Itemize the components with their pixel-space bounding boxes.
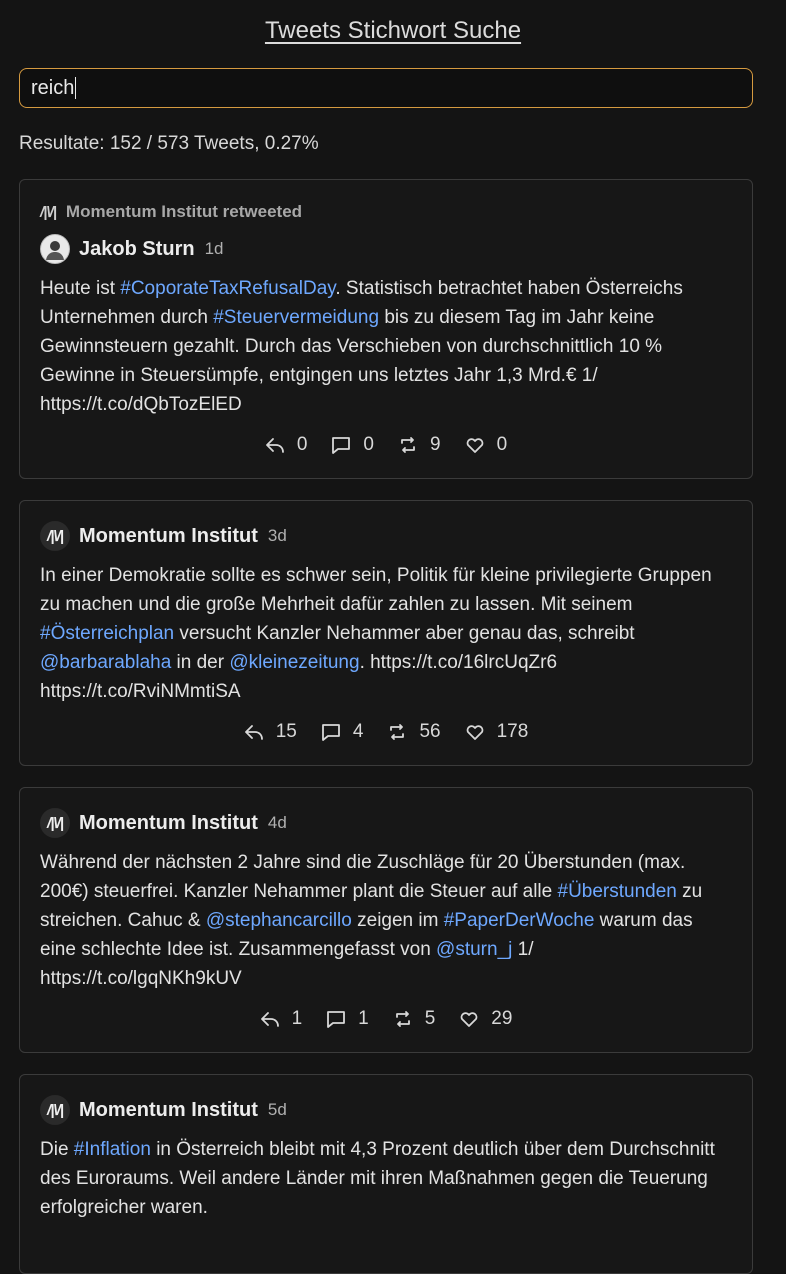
tweet-text: zeigen im [351, 910, 444, 931]
tweet-author [40, 521, 287, 551]
retweet-count: 56 [419, 721, 441, 742]
retweet-stat[interactable] [398, 434, 441, 456]
reply-stat[interactable] [244, 721, 297, 743]
tweet-text: . Statistisch betrachtet haben Österreichs Unternehmen durch [40, 278, 683, 328]
reply-count: 1 [291, 1008, 303, 1029]
heart-icon [465, 436, 485, 454]
reply-arrow-icon [244, 723, 264, 741]
tweet-card[interactable] [19, 500, 753, 766]
tweet-text: Während der nächsten 2 Jahre sind die Zuschläge für 20 Überstunden (max. 200€) steuerfrei. Kanzler Nehammer plant die Steuer auf alle [40, 852, 686, 902]
tweet-age: 1d [204, 239, 224, 258]
like-count: 29 [491, 1008, 513, 1029]
tweet-body [40, 274, 728, 419]
reply-arrow-icon [265, 436, 285, 454]
tweet-text: 1/ https://t.co/lgqNKh9kUV [40, 939, 534, 989]
tweet-card[interactable] [19, 1074, 753, 1274]
tweet-body [40, 1135, 728, 1222]
tweet-text: bis zu diesem Tag im Jahr keine Gewinnsteuern gezahlt. Durch das Verschieben von durchschnittlich 10 % Gewinne in Steuersümpfe, entgingen uns letztes Jahr 1,3 Mrd.€ 1/ https://t.co/dQbTozElED [40, 307, 663, 415]
momentum-logo-icon[interactable]: /|\/| [40, 1095, 70, 1125]
retweet-arrows-icon [393, 1010, 413, 1028]
tweet-age: 5d [267, 1100, 287, 1119]
comment-bubble-icon [326, 1010, 346, 1028]
comment-stat[interactable] [321, 721, 364, 743]
comment-bubble-icon [321, 723, 341, 741]
tweet-stats [20, 721, 752, 743]
tweet-text: versucht Kanzler Nehammer aber genau das, schreibt [174, 623, 635, 644]
comment-count: 0 [363, 434, 374, 455]
mention-link[interactable]: @kleinezeitung [229, 652, 360, 673]
tweet-author [40, 808, 287, 838]
tweet-card[interactable] [19, 179, 753, 479]
tweet-card[interactable] [19, 787, 753, 1053]
search-input[interactable] [19, 68, 753, 108]
like-stat[interactable] [459, 1008, 512, 1030]
tweet-text: warum das eine schlechte Idee ist. Zusammengefasst von [40, 910, 693, 960]
retweet-count: 5 [424, 1008, 436, 1029]
tweet-text: . https://t.co/16lrcUqZr6 https://t.co/RviNMmtiSA [40, 652, 558, 702]
author-name[interactable]: Momentum Institut [79, 1098, 258, 1121]
retweet-arrows-icon [398, 436, 418, 454]
tweet-body [40, 848, 728, 993]
like-stat[interactable] [465, 721, 529, 743]
momentum-logo-icon[interactable]: /|\/| [40, 521, 70, 551]
reply-count: 15 [275, 721, 297, 742]
search-input-value: reich [31, 76, 75, 99]
comment-count: 4 [352, 721, 364, 742]
author-name[interactable]: Momentum Institut [79, 811, 258, 834]
hashtag-link[interactable]: #Überstunden [557, 881, 677, 902]
avatar[interactable] [40, 234, 70, 264]
tweet-text: Die [40, 1139, 74, 1160]
mention-link[interactable]: @stephancarcillo [205, 910, 352, 931]
retweet-count: 9 [430, 434, 441, 455]
tweet-age: 3d [267, 526, 287, 545]
reply-stat[interactable] [265, 434, 308, 456]
tweet-text: zu streichen. Cahuc & [40, 881, 703, 931]
retweet-arrows-icon [387, 723, 407, 741]
reply-stat[interactable] [260, 1008, 303, 1030]
retweet-stat[interactable] [393, 1008, 436, 1030]
retweet-label: Momentum Institut retweeted [65, 202, 303, 221]
hashtag-link[interactable]: #Inflation [73, 1139, 151, 1160]
tweet-text: In einer Demokratie sollte es schwer sein, Politik für kleine privilegierte Gruppen zu machen und die große Mehrheit dafür zahlen zu lassen. Mit seinem [40, 565, 712, 615]
mention-link[interactable]: @barbarablaha [40, 652, 172, 673]
momentum-logo-icon: /|\/| [40, 203, 56, 221]
momentum-logo-icon[interactable]: /|\/| [40, 808, 70, 838]
like-count: 0 [496, 434, 508, 455]
tweet-stats [20, 1008, 752, 1030]
mention-link[interactable]: @sturn_j [436, 939, 513, 960]
author-name[interactable]: Jakob Sturn [79, 237, 195, 260]
tweet-text: Heute ist [40, 278, 121, 299]
results-summary: Resultate: 152 / 573 Tweets, 0.27% [19, 133, 319, 154]
tweet-age: 4d [267, 813, 287, 832]
hashtag-link[interactable]: #CoporateTaxRefusalDay [120, 278, 336, 299]
comment-bubble-icon [331, 436, 351, 454]
comment-stat[interactable] [331, 434, 374, 456]
tweet-author [40, 1095, 287, 1125]
tweet-stats [20, 434, 752, 456]
tweet-body [40, 561, 728, 706]
like-count: 178 [496, 721, 529, 742]
reply-arrow-icon [260, 1010, 280, 1028]
person-avatar-icon [44, 238, 66, 260]
author-name[interactable]: Momentum Institut [79, 524, 258, 547]
text-caret [75, 77, 76, 99]
hashtag-link[interactable]: #PaperDerWoche [443, 910, 595, 931]
retweet-stat[interactable] [387, 721, 440, 743]
heart-icon [465, 723, 485, 741]
comment-stat[interactable] [326, 1008, 369, 1030]
comment-count: 1 [358, 1008, 369, 1029]
hashtag-link[interactable]: #Österreichplan [40, 623, 175, 644]
hashtag-link[interactable]: #Steuervermeidung [213, 307, 380, 328]
like-stat[interactable] [465, 434, 508, 456]
tweet-author [40, 234, 224, 264]
heart-icon [459, 1010, 479, 1028]
tweet-text: in der [171, 652, 230, 673]
reply-count: 0 [296, 434, 308, 455]
tweet-text: in Österreich bleibt mit 4,3 Prozent deutlich über dem Durchschnitt des Euroraums. Weil andere Länder mit ihren Maßnahmen gegen die Teuerung erfolgreicher waren. [40, 1139, 715, 1218]
page-title: Tweets Stichwort Suche [264, 17, 522, 44]
retweet-indicator [40, 202, 302, 222]
